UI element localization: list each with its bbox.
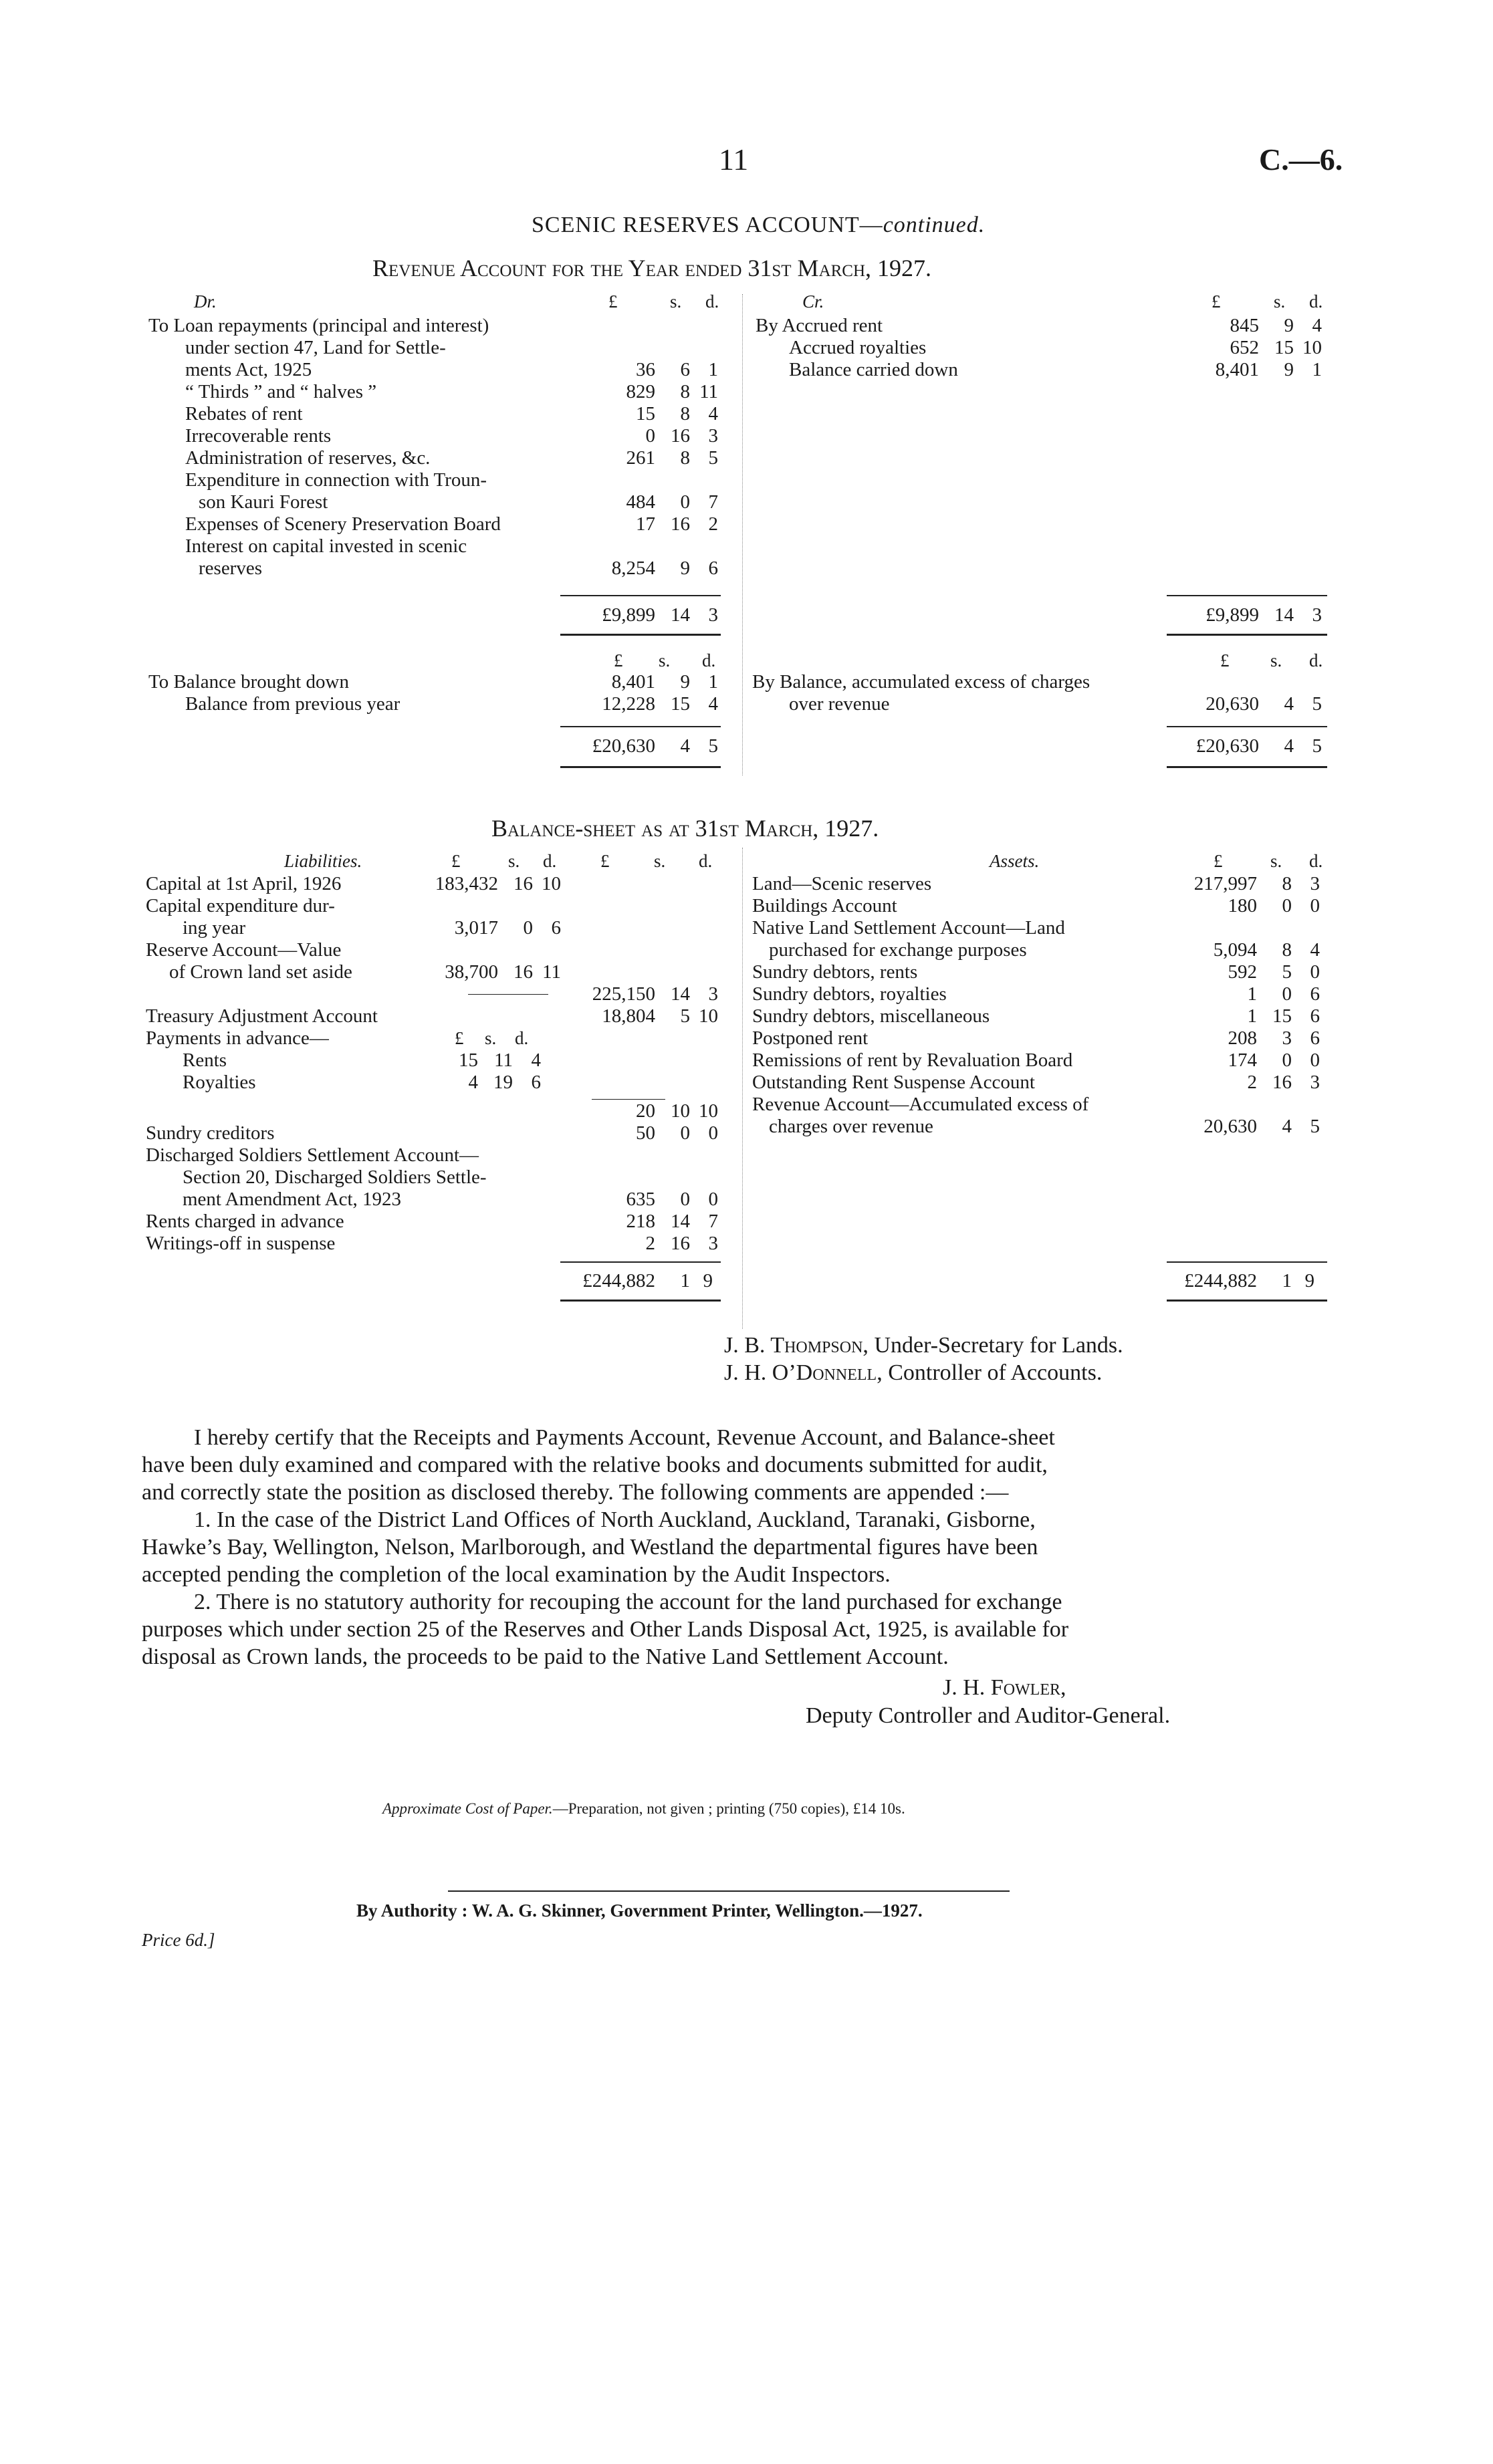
item-label: Royalties — [183, 1072, 256, 1093]
cost-of-paper: Approximate Cost of Paper.—Preparation, not given ; printing (750 copies), £14 10s. — [382, 1800, 905, 1817]
amount-pounds: 2 — [645, 1233, 655, 1254]
shilling-header: s. — [670, 291, 682, 312]
amount-shillings: 16 — [671, 425, 690, 447]
auditor-title: Deputy Controller and Auditor-General. — [806, 1703, 1171, 1728]
amount-pounds: 50 — [636, 1122, 655, 1144]
item-label: Administration of reserves, &c. — [185, 447, 431, 469]
pence-header: d. — [1309, 291, 1323, 312]
amount-shillings: 0 — [523, 917, 533, 939]
rule — [1167, 1261, 1327, 1263]
amount-pounds: 2 — [1247, 1072, 1257, 1093]
amount-pence: 0 — [1310, 895, 1320, 916]
pence-header: d. — [705, 291, 719, 312]
amount-pounds: 5,094 — [1213, 939, 1257, 961]
certificate-line: have been duly examined and compared with the relative books and documents submitted for audit, — [142, 1453, 1048, 1477]
balance-sheet-title: Balance-sheet as at 31st March, 1927. — [491, 815, 879, 842]
amount-pounds: 38,700 — [445, 961, 498, 983]
amount-pence: 0 — [708, 1122, 718, 1144]
amount-pounds: 180 — [1228, 895, 1257, 916]
amount-pounds: 484 — [626, 491, 655, 513]
amount-pence: 5 — [1310, 1116, 1320, 1137]
amount-pounds: 18,804 — [602, 1005, 655, 1027]
signatory-role: Controller of Accounts. — [888, 1360, 1103, 1385]
amount-shillings: 14 — [671, 1211, 690, 1232]
amount-pounds: 8,254 — [611, 558, 655, 579]
double-rule — [560, 766, 721, 768]
item-label: of Crown land set aside — [169, 961, 352, 983]
amount-pounds: 592 — [1228, 961, 1257, 983]
rule — [1167, 726, 1327, 727]
amount-pounds: 20,630 — [1203, 1116, 1257, 1137]
amount-pence: 6 — [551, 917, 561, 939]
price: Price 6d.] — [142, 1930, 215, 1950]
amount-shillings: 8 — [1282, 939, 1292, 961]
total-pence: 5 — [1312, 735, 1322, 757]
amount-shillings: 3 — [1282, 1027, 1292, 1049]
amount-shillings: 15 — [671, 693, 690, 715]
amount-shillings: 9 — [680, 558, 690, 579]
amount-pounds: 0 — [645, 425, 655, 447]
shilling-header: s. — [659, 650, 671, 670]
printer-authority: By Authority : W. A. G. Skinner, Government Printer, Wellington.—1927. — [356, 1900, 923, 1921]
amount-pence: 2 — [708, 513, 718, 535]
double-rule — [560, 634, 721, 636]
amount-pence: 6 — [1310, 1005, 1320, 1027]
amount-shillings: 0 — [680, 1122, 690, 1144]
amount-pence: 7 — [708, 491, 718, 513]
amount-pence: 4 — [708, 403, 718, 424]
item-label: Remissions of rent by Revaluation Board — [752, 1050, 1073, 1071]
amount-shillings: 0 — [1282, 1050, 1292, 1071]
pound-header: £ — [1220, 650, 1230, 670]
item-label: Writings-off in suspense — [146, 1233, 336, 1254]
amount-shillings: 11 — [494, 1050, 513, 1071]
amount-shillings: 4 — [1284, 693, 1294, 715]
amount-shillings: 16 — [671, 1233, 690, 1254]
double-rule — [1167, 634, 1327, 636]
item-label: charges over revenue — [769, 1116, 933, 1137]
item-label: ments Act, 1925 — [185, 359, 312, 380]
amount-pence: 7 — [708, 1211, 718, 1232]
signature-line — [724, 1360, 1102, 1386]
item-label: Native Land Settlement Account—Land — [752, 917, 1065, 939]
total-shillings: 14 — [671, 604, 690, 626]
double-rule — [560, 1300, 721, 1302]
amount-pounds: 1 — [1247, 1005, 1257, 1027]
item-label: Sundry debtors, rents — [752, 961, 918, 983]
page-number: 11 — [719, 142, 749, 176]
amount-pence: 5 — [1312, 693, 1322, 715]
pound-header: £ — [455, 1028, 464, 1048]
total-shillings: 1 — [1282, 1270, 1292, 1291]
total-shillings: 4 — [1284, 735, 1294, 757]
amount-shillings: 14 — [671, 983, 690, 1005]
pence-header: d. — [699, 851, 713, 871]
amount-pounds: 218 — [626, 1211, 655, 1232]
item-label: son Kauri Forest — [199, 491, 328, 513]
amount-pounds: 1 — [1247, 983, 1257, 1005]
item-label: Capital expenditure dur- — [146, 895, 335, 916]
section-title: SCENIC RESERVES ACCOUNT—continued. — [532, 213, 986, 237]
amount-shillings: 8 — [680, 447, 690, 469]
total-pounds: £20,630 — [1195, 735, 1259, 757]
item-label: Expenses of Scenery Preservation Board — [185, 513, 501, 535]
amount-shillings: 19 — [493, 1072, 513, 1093]
item-label: Land—Scenic reserves — [752, 873, 932, 894]
certificate-line: 1. In the case of the District Land Offices of North Auckland, Auckland, Taranaki, Gisborne, — [194, 1507, 1036, 1532]
amount-pounds: 635 — [626, 1189, 655, 1210]
amount-shillings: 9 — [1284, 359, 1294, 380]
shilling-header: s. — [1270, 851, 1282, 871]
signatory-name: J. H. O’Donnell, — [724, 1360, 883, 1385]
amount-pence: 0 — [708, 1189, 718, 1210]
amount-pence: 6 — [531, 1072, 541, 1093]
pound-header: £ — [1212, 291, 1221, 312]
amount-pence: 5 — [708, 447, 718, 469]
item-label: ing year — [183, 917, 246, 939]
amount-pounds: 36 — [636, 359, 655, 380]
rule — [560, 1261, 721, 1263]
amount-shillings: 15 — [1272, 1005, 1292, 1027]
certificate-line: and correctly state the position as disclosed thereby. The following comments are appended :— — [142, 1480, 1009, 1505]
certificate-line: Hawke’s Bay, Wellington, Nelson, Marlborough, and Westland the departmental figures have been — [142, 1535, 1038, 1560]
amount-pence: 6 — [708, 558, 718, 579]
column-divider — [742, 848, 743, 1329]
item-label: Irrecoverable rents — [185, 425, 332, 447]
certificate-line: 2. There is no statutory authority for recouping the account for the land purchased for exchange — [194, 1590, 1062, 1614]
amount-pounds: 225,150 — [592, 983, 655, 1005]
item-label: over revenue — [789, 693, 890, 715]
double-rule — [1167, 766, 1327, 768]
item-label: Balance carried down — [789, 359, 958, 380]
item-label: Rebates of rent — [185, 403, 303, 424]
total-pounds: £9,899 — [1205, 604, 1259, 626]
item-label: purchased for exchange purposes — [769, 939, 1027, 961]
pence-header: d. — [1309, 650, 1323, 670]
column-divider — [742, 294, 743, 775]
item-label: By Accrued rent — [756, 315, 883, 336]
item-label: Balance from previous year — [185, 693, 400, 715]
amount-pence: 10 — [699, 1005, 718, 1027]
amount-pounds: 3,017 — [454, 917, 498, 939]
amount-pounds: 829 — [626, 381, 655, 402]
rule — [448, 1890, 1010, 1892]
amount-shillings: 9 — [1284, 315, 1294, 336]
item-label: Expenditure in connection with Troun- — [185, 469, 487, 491]
rule — [468, 994, 548, 995]
amount-shillings: 0 — [1282, 983, 1292, 1005]
amount-pounds: 174 — [1228, 1050, 1257, 1071]
amount-pounds: 845 — [1230, 315, 1259, 336]
item-label: Outstanding Rent Suspense Account — [752, 1072, 1035, 1093]
total-pounds: £244,882 — [1184, 1270, 1257, 1291]
amount-pounds: 208 — [1228, 1027, 1257, 1049]
amount-shillings: 16 — [671, 513, 690, 535]
pound-header: £ — [614, 650, 623, 670]
item-label: Reserve Account—Value — [146, 939, 342, 961]
item-label: ment Amendment Act, 1923 — [183, 1189, 402, 1210]
cr-label: Cr. — [802, 291, 824, 312]
item-label: Sundry debtors, miscellaneous — [752, 1005, 990, 1027]
item-label: Sundry debtors, royalties — [752, 983, 947, 1005]
amount-pounds: 15 — [636, 403, 655, 424]
certificate-line: disposal as Crown lands, the proceeds to be paid to the Native Land Settlement Account. — [142, 1644, 949, 1669]
amount-pounds: 15 — [459, 1050, 478, 1071]
total-shillings: 14 — [1274, 604, 1294, 626]
item-label: Revenue Account—Accumulated excess of — [752, 1094, 1089, 1115]
pound-header: £ — [608, 291, 618, 312]
amount-shillings: 15 — [1274, 337, 1294, 358]
pound-header: £ — [451, 851, 461, 871]
amount-pence: 11 — [699, 381, 718, 402]
amount-pence: 3 — [1310, 873, 1320, 894]
total-pounds: £20,630 — [592, 735, 655, 757]
item-label: By Balance, accumulated excess of charges — [752, 671, 1090, 693]
total-shillings: 1 — [680, 1270, 690, 1291]
amount-pounds: 20,630 — [1205, 693, 1259, 715]
amount-shillings: 0 — [1282, 895, 1292, 916]
item-label: Postponed rent — [752, 1027, 869, 1049]
item-label: Buildings Account — [752, 895, 897, 916]
rule — [560, 726, 721, 727]
item-label: Sundry creditors — [146, 1122, 275, 1144]
shilling-header: s. — [508, 851, 520, 871]
amount-pence: 1 — [1312, 359, 1322, 380]
item-label: Rents — [183, 1050, 227, 1071]
signatory-role: Under-Secretary for Lands. — [874, 1333, 1123, 1358]
shilling-header: s. — [485, 1028, 497, 1048]
item-label: Section 20, Discharged Soldiers Settle- — [183, 1166, 487, 1188]
total-pence: 3 — [708, 604, 718, 626]
amount-pence: 3 — [708, 425, 718, 447]
amount-pence: 4 — [1312, 315, 1322, 336]
assets-label: Assets. — [990, 851, 1040, 871]
item-label: Interest on capital invested in scenic — [185, 535, 467, 557]
amount-shillings: 8 — [680, 381, 690, 402]
total-pence: 3 — [1312, 604, 1322, 626]
amount-shillings: 9 — [680, 671, 690, 693]
amount-pence: 10 — [1302, 337, 1322, 358]
rule — [1167, 595, 1327, 596]
amount-pounds: 8,401 — [611, 671, 655, 693]
amount-pounds: 217,997 — [1193, 873, 1257, 894]
revenue-account-title: Revenue Account for the Year ended 31st March, 1927. — [372, 255, 932, 281]
pound-header: £ — [600, 851, 610, 871]
shilling-header: s. — [1270, 650, 1282, 670]
item-label: To Balance brought down — [148, 671, 349, 693]
amount-shillings: 16 — [513, 961, 533, 983]
amount-shillings: 0 — [680, 491, 690, 513]
amount-pounds: 261 — [626, 447, 655, 469]
pound-header: £ — [1214, 851, 1223, 871]
amount-pence: 10 — [699, 1100, 718, 1122]
signature-line — [724, 1333, 1123, 1358]
item-label: Treasury Adjustment Account — [146, 1005, 378, 1027]
item-label: To Loan repayments (principal and interest) — [148, 315, 489, 336]
amount-pence: 3 — [1310, 1072, 1320, 1093]
shilling-header: s. — [1274, 291, 1286, 312]
signatory-name: J. B. Thompson, — [724, 1333, 869, 1358]
item-label: Payments in advance— — [146, 1027, 329, 1049]
amount-shillings: 4 — [1282, 1116, 1292, 1137]
amount-pence: 1 — [708, 671, 718, 693]
amount-pence: 0 — [1310, 1050, 1320, 1071]
amount-pounds: 4 — [468, 1072, 478, 1093]
amount-pence: 6 — [1310, 1027, 1320, 1049]
item-label: Capital at 1st April, 1926 — [146, 873, 342, 894]
amount-pounds: 8,401 — [1215, 359, 1259, 380]
total-pounds: £9,899 — [602, 604, 655, 626]
amount-shillings: 16 — [513, 873, 533, 894]
amount-pence: 0 — [1310, 961, 1320, 983]
auditor-name: J. H. Fowler, — [943, 1675, 1066, 1700]
amount-pence: 3 — [708, 1233, 718, 1254]
amount-pounds: 12,228 — [602, 693, 655, 715]
total-pence: 9 — [1304, 1270, 1314, 1291]
amount-pence: 11 — [542, 961, 561, 983]
amount-shillings: 8 — [1282, 873, 1292, 894]
rule — [592, 1099, 665, 1100]
amount-pence: 4 — [531, 1050, 541, 1071]
dr-label: Dr. — [194, 291, 217, 312]
amount-pounds: 20 — [636, 1100, 655, 1122]
total-pence: 5 — [708, 735, 718, 757]
amount-pounds: 183,432 — [435, 873, 498, 894]
certificate-line: accepted pending the completion of the local examination by the Audit Inspectors. — [142, 1562, 891, 1587]
amount-pence: 4 — [1310, 939, 1320, 961]
document-reference: C.—6. — [1259, 142, 1343, 176]
amount-pence: 4 — [708, 693, 718, 715]
pence-header: d. — [702, 650, 716, 670]
total-pence: 9 — [703, 1270, 713, 1291]
certificate-line: I hereby certify that the Receipts and Payments Account, Revenue Account, and Balance-sheet — [194, 1425, 1055, 1450]
total-shillings: 4 — [680, 735, 690, 757]
amount-pence: 1 — [708, 359, 718, 380]
pence-header: d. — [1309, 851, 1323, 871]
amount-pence: 3 — [708, 983, 718, 1005]
double-rule — [1167, 1300, 1327, 1302]
item-label: Rents charged in advance — [146, 1211, 344, 1232]
amount-pounds: 17 — [636, 513, 655, 535]
liabilities-label: Liabilities. — [284, 851, 362, 871]
certificate-line: purposes which under section 25 of the Reserves and Other Lands Disposal Act, 1925, is available for — [142, 1617, 1069, 1642]
item-label: “ Thirds ” and “ halves ” — [185, 381, 377, 402]
amount-pence: 6 — [1310, 983, 1320, 1005]
amount-shillings: 5 — [1282, 961, 1292, 983]
rule — [560, 595, 721, 596]
item-label: Discharged Soldiers Settlement Account— — [146, 1144, 479, 1166]
amount-shillings: 8 — [680, 403, 690, 424]
total-pounds: £244,882 — [582, 1270, 655, 1291]
amount-pence: 10 — [542, 873, 561, 894]
item-label: Accrued royalties — [789, 337, 927, 358]
amount-shillings: 6 — [680, 359, 690, 380]
item-label: under section 47, Land for Settle- — [185, 337, 446, 358]
item-label: reserves — [199, 558, 263, 579]
amount-shillings: 10 — [671, 1100, 690, 1122]
amount-shillings: 0 — [680, 1189, 690, 1210]
amount-shillings: 5 — [680, 1005, 690, 1027]
shilling-header: s. — [654, 851, 666, 871]
amount-pounds: 652 — [1230, 337, 1259, 358]
amount-shillings: 16 — [1272, 1072, 1292, 1093]
pence-header: d. — [543, 851, 557, 871]
pence-header: d. — [515, 1028, 529, 1048]
